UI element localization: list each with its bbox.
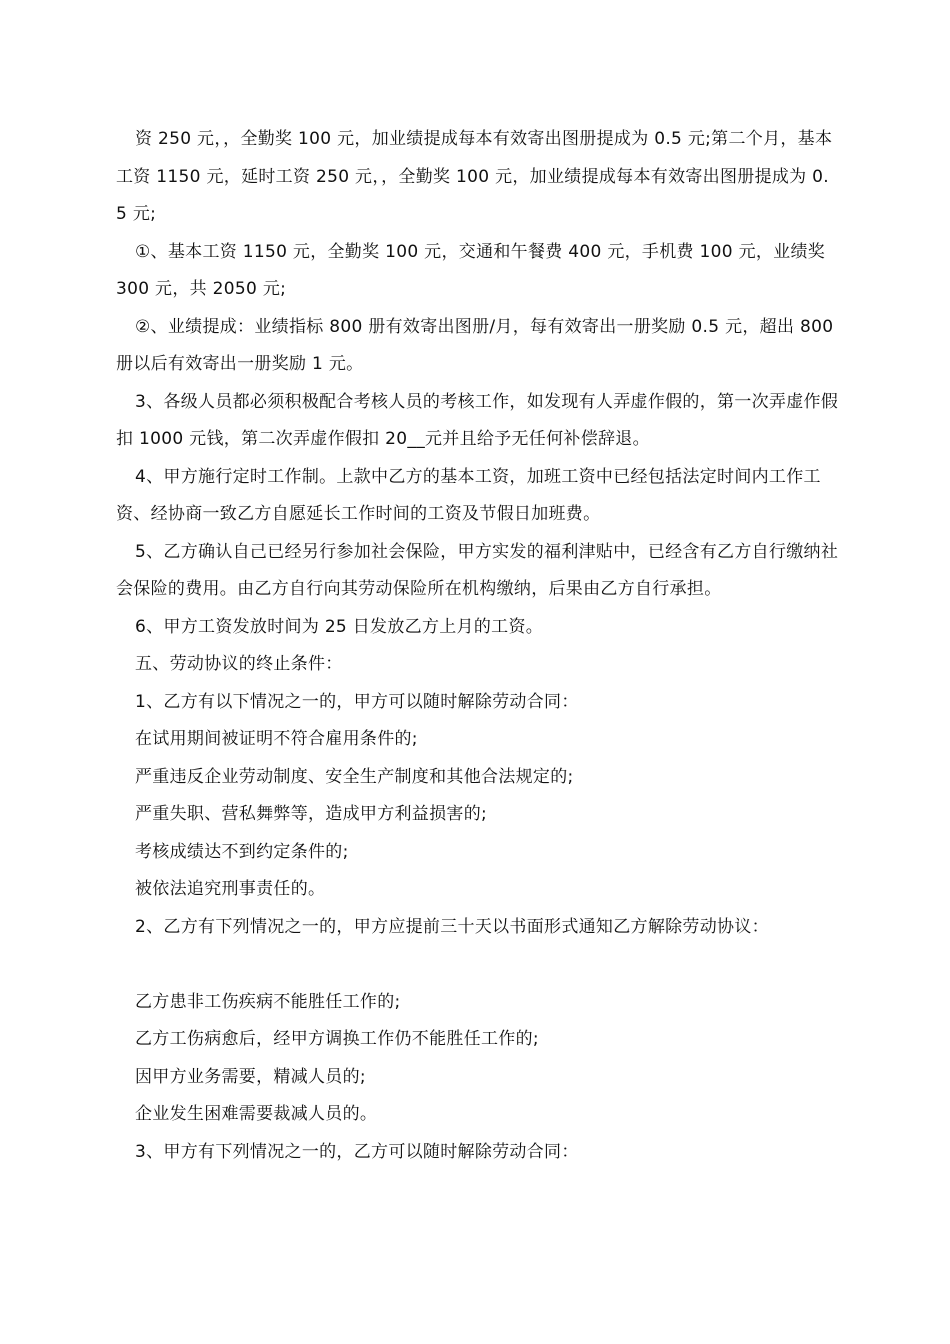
paragraph-performance-bonus: ②、业绩提成：业绩指标 800 册有效寄出图册/月，每有效寄出一册奖励 0.5 元，超出 800 册以后有效寄出一册奖励 1 元。 xyxy=(116,316,834,374)
section-heading-termination: 五、劳动协议的终止条件： xyxy=(135,654,343,674)
paragraph-termination-3: 3、甲方有下列情况之一的，乙方可以随时解除劳动合同： xyxy=(135,1141,579,1162)
list-item: 因甲方业务需要，精减人员的; xyxy=(135,1066,366,1087)
list-item: 在试用期间被证明不符合雇用条件的; xyxy=(135,729,418,749)
paragraph-termination-1: 1、乙方有以下情况之一的，甲方可以随时解除劳动合同： xyxy=(135,691,579,712)
document-body xyxy=(116,121,840,1171)
list-item: 考核成绩达不到约定条件的; xyxy=(135,841,349,862)
paragraph-clause-3: 3、各级人员都必须积极配合考核人员的考核工作，如发现有人弄虚作假的，第一次弄虚作假扣 1000 元钱，第二次弄虚作假扣 20__元并且给予无任何补偿辞退。 xyxy=(116,391,839,449)
list-item: 被依法追究刑事责任的。 xyxy=(135,879,326,899)
blank-line xyxy=(116,946,840,984)
list-item: 严重违反企业劳动制度、安全生产制度和其他合法规定的; xyxy=(135,766,574,787)
paragraph-clause-5: 5、乙方确认自己已经另行参加社会保险，甲方实发的福利津贴中，已经含有乙方自行缴纳社会保险的费用。由乙方自行向其劳动保险所在机构缴纳，后果由乙方自行承担。 xyxy=(116,541,839,599)
paragraph-base-salary: ①、基本工资 1150 元，全勤奖 100 元，交通和午餐费 400 元，手机费 100 元，业绩奖 300 元，共 2050 元; xyxy=(116,241,826,299)
list-item: 乙方患非工伤疾病不能胜任工作的; xyxy=(135,991,401,1012)
list-item: 乙方工伤病愈后，经甲方调换工作仍不能胜任工作的; xyxy=(135,1029,539,1049)
list-item: 严重失职、营私舞弊等，造成甲方利益损害的; xyxy=(135,804,488,824)
list-item: 企业发生困难需要裁减人员的。 xyxy=(135,1104,378,1124)
paragraph-clause-4: 4、甲方施行定时工作制。上款中乙方的基本工资，加班工资中已经包括法定时间内工作工资、经协商一致乙方自愿延长工作时间的工资及节假日加班费。 xyxy=(116,466,821,524)
paragraph-clause-6: 6、甲方工资发放时间为 25 日发放乙方上月的工资。 xyxy=(135,616,544,637)
paragraph-termination-2: 2、乙方有下列情况之一的，甲方应提前三十天以书面形式通知乙方解除劳动协议： xyxy=(135,916,769,937)
paragraph-salary-detail: 资 250 元，，全勤奖 100 元，加业绩提成每本有效寄出图册提成为 0.5 元;第二个月，基本工资 1150 元，延时工资 250 元，，全勤奖 100 元，加业绩提成每本有效寄出图册提成为 0.5 元; xyxy=(116,129,833,224)
